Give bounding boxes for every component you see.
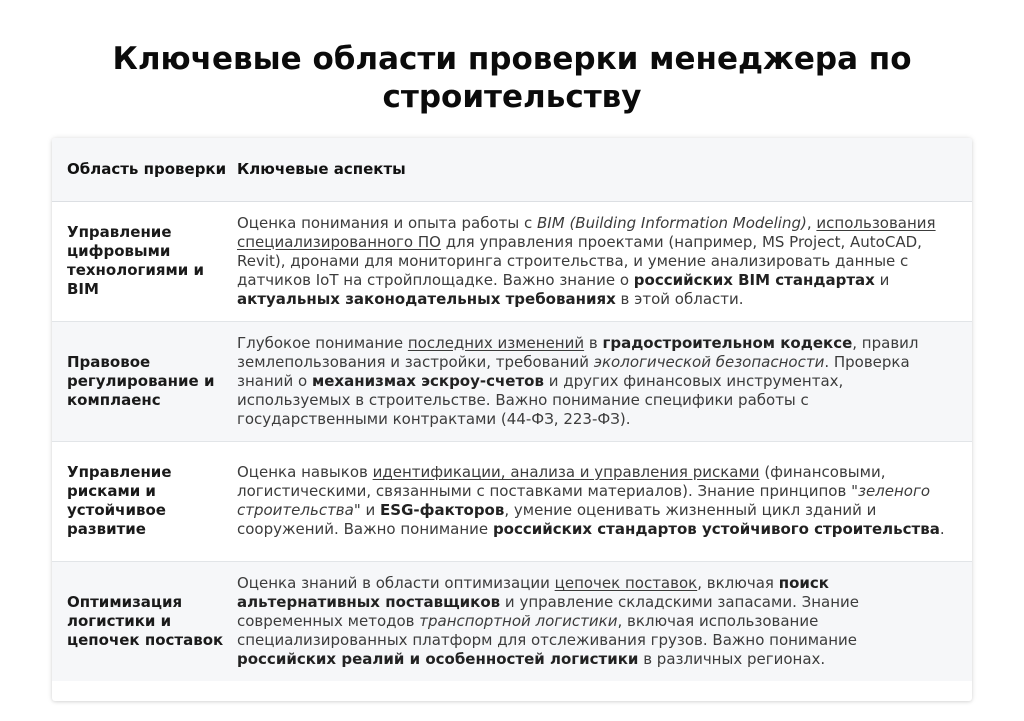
text-segment: , включая использование специализированных платформ для отслеживания грузов. Важно понимание xyxy=(237,611,858,649)
text-segment: в различных регионах. xyxy=(638,649,826,668)
emphasis-bold: актуальных законодательных требованиях xyxy=(237,289,616,308)
table-row xyxy=(52,321,972,441)
emphasis-bold: российских стандартов устойчивого строительства xyxy=(492,520,940,538)
emphasis-bold: ESG-факторов xyxy=(380,501,505,519)
text-segment: и других финансовых инструментах, используемых в строительстве. Важно понимание специфики работы с государственными контрактами (44-ФЗ, 223-ФЗ). xyxy=(237,371,844,428)
text-segment: (финансовыми, логистическими, связанными с поставками материалов). Знание принципов xyxy=(237,463,886,500)
aspects-cell xyxy=(237,441,972,561)
text-segment: , xyxy=(806,213,817,232)
text-segment: , умение оценивать жизненный цикл зданий и сооружений. Важно понимание xyxy=(237,501,877,538)
text-segment: Оценка знаний в области оптимизации xyxy=(237,573,555,592)
emphasis-italic: BIM (Building Information Modeling) xyxy=(537,213,807,232)
emphasis-underline: идентификации, анализа и управления рисками xyxy=(372,463,760,481)
text-segment: , правил землепользования и застройки, требований xyxy=(237,333,919,371)
area-cell: Правовое регулирование и комплаенс xyxy=(67,352,215,409)
table-header-row xyxy=(52,138,972,201)
area-cell: Управление рисками и устойчивое развитие xyxy=(67,463,172,538)
review-areas-table xyxy=(52,138,972,701)
emphasis-bold: поиск альтернативных поставщиков xyxy=(237,573,829,611)
text-segment: в xyxy=(584,333,603,352)
table-row xyxy=(52,561,972,681)
text-segment: Оценка понимания и опыта работы с xyxy=(237,213,538,232)
table-row xyxy=(52,201,972,321)
text-segment: в этой области. xyxy=(615,289,744,308)
text-segment: и xyxy=(360,501,381,519)
aspects-cell xyxy=(237,321,972,441)
emphasis-italic: экологической безопасности xyxy=(593,352,825,371)
table-row xyxy=(52,441,972,561)
column-header-area: Область проверки xyxy=(52,138,237,201)
column-header-aspects: Ключевые аспекты xyxy=(237,138,972,201)
area-cell: Управление цифровыми технологиями и BIM xyxy=(67,223,204,298)
emphasis-underline: использования специализированного ПО xyxy=(237,213,936,251)
emphasis-underline: цепочек поставок xyxy=(554,573,698,592)
emphasis-italic: транспортной логистики xyxy=(419,611,618,630)
emphasis-underline: последних изменений xyxy=(407,333,585,352)
text-segment: Оценка навыков xyxy=(237,463,373,481)
emphasis-bold: российских BIM стандартах xyxy=(633,270,875,289)
emphasis-italic: "зеленого строительства" xyxy=(237,482,931,519)
aspects-cell xyxy=(237,561,972,681)
text-segment: Глубокое понимание xyxy=(237,333,408,352)
text-segment: и xyxy=(874,270,890,289)
text-segment: . xyxy=(939,520,945,538)
text-segment: , включая xyxy=(697,573,779,592)
text-segment: и управление складскими запасами. Знание современных методов xyxy=(237,592,859,630)
area-cell: Оптимизация логистики и цепочек поставок xyxy=(67,592,224,649)
text-segment: . Проверка знаний о xyxy=(237,352,910,390)
emphasis-bold: российских реалий и особенностей логистики xyxy=(237,649,639,668)
aspects-cell xyxy=(237,201,972,321)
text-segment: для управления проектами (например, MS Project, AutoCAD, Revit), дронами для мониторинга строительства, и умение анализировать данные с датчиков IoT на стройплощадке. Важно знание о xyxy=(237,232,922,289)
page-title: Ключевые области проверки менеджера по строительству xyxy=(112,41,912,115)
emphasis-bold: механизмах эскроу-счетов xyxy=(312,371,544,390)
emphasis-bold: градостроительном кодексе xyxy=(602,333,853,352)
